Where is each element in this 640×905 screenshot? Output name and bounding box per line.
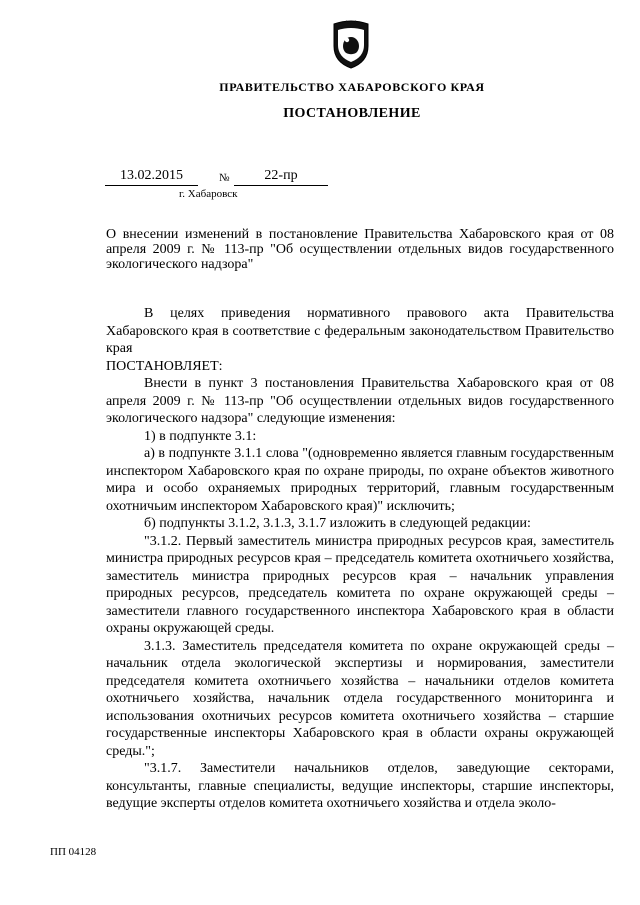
khabarovsk-coat-of-arms-icon xyxy=(329,18,373,70)
document-city: г. Хабаровск xyxy=(179,188,238,200)
body-paragraph: 3.1.3. Заместитель председателя комитета по охране окружающей среды – начальник отдела экологической экспертизы и нормирования, заместители председателя комитета охотничьего хозяйства – начальники отделов комитета охотничьего хозяйства, начальник отдела государственного мониторинга и использования охотничьих ресурсов комитета охотничьего хозяйства – старшие государственные инспекторы Хабаровского края в области охраны окружающей среды."; xyxy=(106,638,614,759)
body-paragraph: 1) в подпункте 3.1: xyxy=(144,428,257,444)
body-paragraph: "3.1.7. Заместители начальников отделов, заведующие секторами, консультанты, главные специалисты, ведущие инспекторы, старшие инспекторы, ведущие эксперты отделов комитета охотничьего хозяйства и отдела эколо- xyxy=(106,761,614,811)
footer-code: ПП 04128 xyxy=(50,846,97,858)
document-type: ПОСТАНОВЛЕНИЕ xyxy=(283,106,421,121)
resolves-heading: ПОСТАНОВЛЯЕТ: xyxy=(106,358,223,374)
body-paragraph: "3.1.2. Первый заместитель министра природных ресурсов края, заместитель министра природных ресурсов края – председатель комитета охотничьего хозяйства, заместитель министра природных ресурсов края – начальник управления природных ресурсов, председатель комитета по охране окружающей среды – заместители главного государственного инспектора Хабаровского края в области охраны окружающей среды. xyxy=(106,533,614,636)
document-body xyxy=(106,305,614,813)
number-sign: № xyxy=(219,172,230,184)
body-paragraph: а) в подпункте 3.1.1 слова "(одновременно является главным государственным инспектором Хабаровского края по охране природы, по охране объектов животного мира и особо охраняемых природных территорий, главным государственным охотничьим инспектором Хабаровского края)" исключить; xyxy=(106,446,614,514)
government-title: ПРАВИТЕЛЬСТВО ХАБАРОВСКОГО КРАЯ xyxy=(219,80,485,94)
document-date: 13.02.2015 xyxy=(105,168,198,186)
preamble-paragraph: В целях приведения нормативного правового акта Правительства Хабаровского края в соответствие с федеральным законодательством Правительство края xyxy=(106,306,614,356)
body-paragraph: Внести в пункт 3 постановления Правительства Хабаровского края от 08 апреля 2009 г. № 113-пр "Об осуществлении отдельных видов государственного экологического надзора" следующие изменения: xyxy=(106,376,614,426)
body-paragraph: б) подпункты 3.1.2, 3.1.3, 3.1.7 изложить в следующей редакции: xyxy=(144,516,531,531)
document-subject: О внесении изменений в постановление Правительства Хабаровского края от 08 апреля 2009 г. № 113-пр "Об осуществлении отдельных видов государственного экологического надзора" xyxy=(106,227,614,272)
document-number: 22-пр xyxy=(234,168,328,186)
